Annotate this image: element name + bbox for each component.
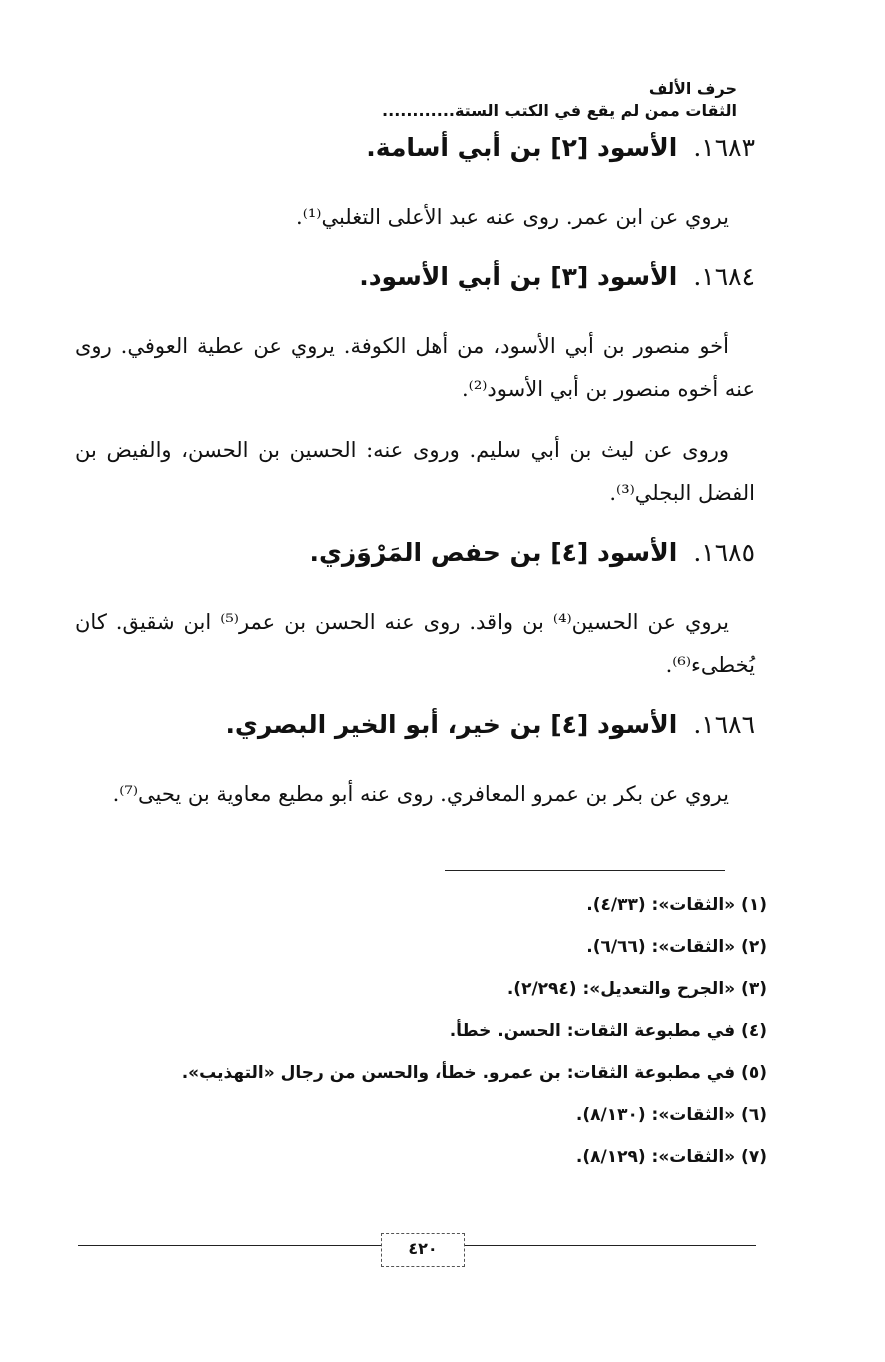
header-dots: ............ [382, 101, 455, 120]
entry-paragraph: أخو منصور بن أبي الأسود، من أهل الكوفة. يروي عن عطية العوفي. روى عنه أخوه منصور بن أبي الأسود⁽²⁾. [75, 334, 755, 401]
entry-title [75, 128, 755, 168]
entry-number: ١٦٨٥. [693, 538, 755, 567]
running-header [87, 78, 737, 122]
footnote: (٤) في مطبوعة الثقات: الحسن. خطأ. [449, 1021, 767, 1041]
entry-title [75, 257, 755, 297]
entry-title [75, 705, 755, 745]
chapter-name: حرف الألف [648, 79, 737, 98]
footnote: (٥) في مطبوعة الثقات: بن عمرو. خطأ، والحسن من رجال «التهذيب». [181, 1063, 767, 1083]
entry-paragraph: يروي عن بكر بن عمرو المعافري. روى عنه أبو مطيع معاوية بن يحيى⁽⁷⁾. [112, 782, 729, 806]
entry-heading: الأسود [٢] بن أبي أسامة. [366, 133, 678, 162]
footnote: (٣) «الجرح والتعديل»: (٢/٢٩٤). [506, 979, 767, 999]
footnote: (٧) «الثقات»: (٨/١٢٩). [575, 1147, 767, 1167]
footnote: (٦) «الثقات»: (٨/١٣٠). [575, 1105, 767, 1125]
entry-title [75, 533, 755, 573]
footnote: (١) «الثقات»: (٤/٣٣). [586, 895, 767, 915]
footnote: (٢) «الثقات»: (٦/٦٦). [586, 937, 767, 957]
page-number: ٤٢٠ [381, 1233, 465, 1267]
entry-heading: الأسود [٤] بن خير، أبو الخير البصري. [225, 710, 678, 739]
book-title: الثقات ممن لم يقع في الكتب الستة [454, 101, 737, 120]
entry-number: ١٦٨٤. [693, 262, 755, 291]
entry-heading: الأسود [٤] بن حفص المَرْوَزي. [309, 538, 678, 567]
entry-number: ١٦٨٣. [693, 133, 755, 162]
entry-paragraph: وروى عن ليث بن أبي سليم. وروى عنه: الحسين بن الحسن، والفيض بن الفضل البجلي⁽³⁾. [75, 438, 755, 505]
entry-number: ١٦٨٦. [693, 710, 755, 739]
footnotes [67, 884, 767, 1178]
entry-paragraph: يروي عن ابن عمر. روى عنه عبد الأعلى التغلبي⁽¹⁾. [296, 205, 729, 229]
main-text [75, 128, 755, 834]
footnote-separator [445, 870, 725, 871]
entry-paragraph: يروي عن الحسين⁽⁴⁾ بن واقد. روى عنه الحسن بن عمر⁽⁵⁾ ابن شقيق. كان يُخطىء⁽⁶⁾. [75, 610, 755, 677]
entry-heading: الأسود [٣] بن أبي الأسود. [359, 262, 678, 291]
